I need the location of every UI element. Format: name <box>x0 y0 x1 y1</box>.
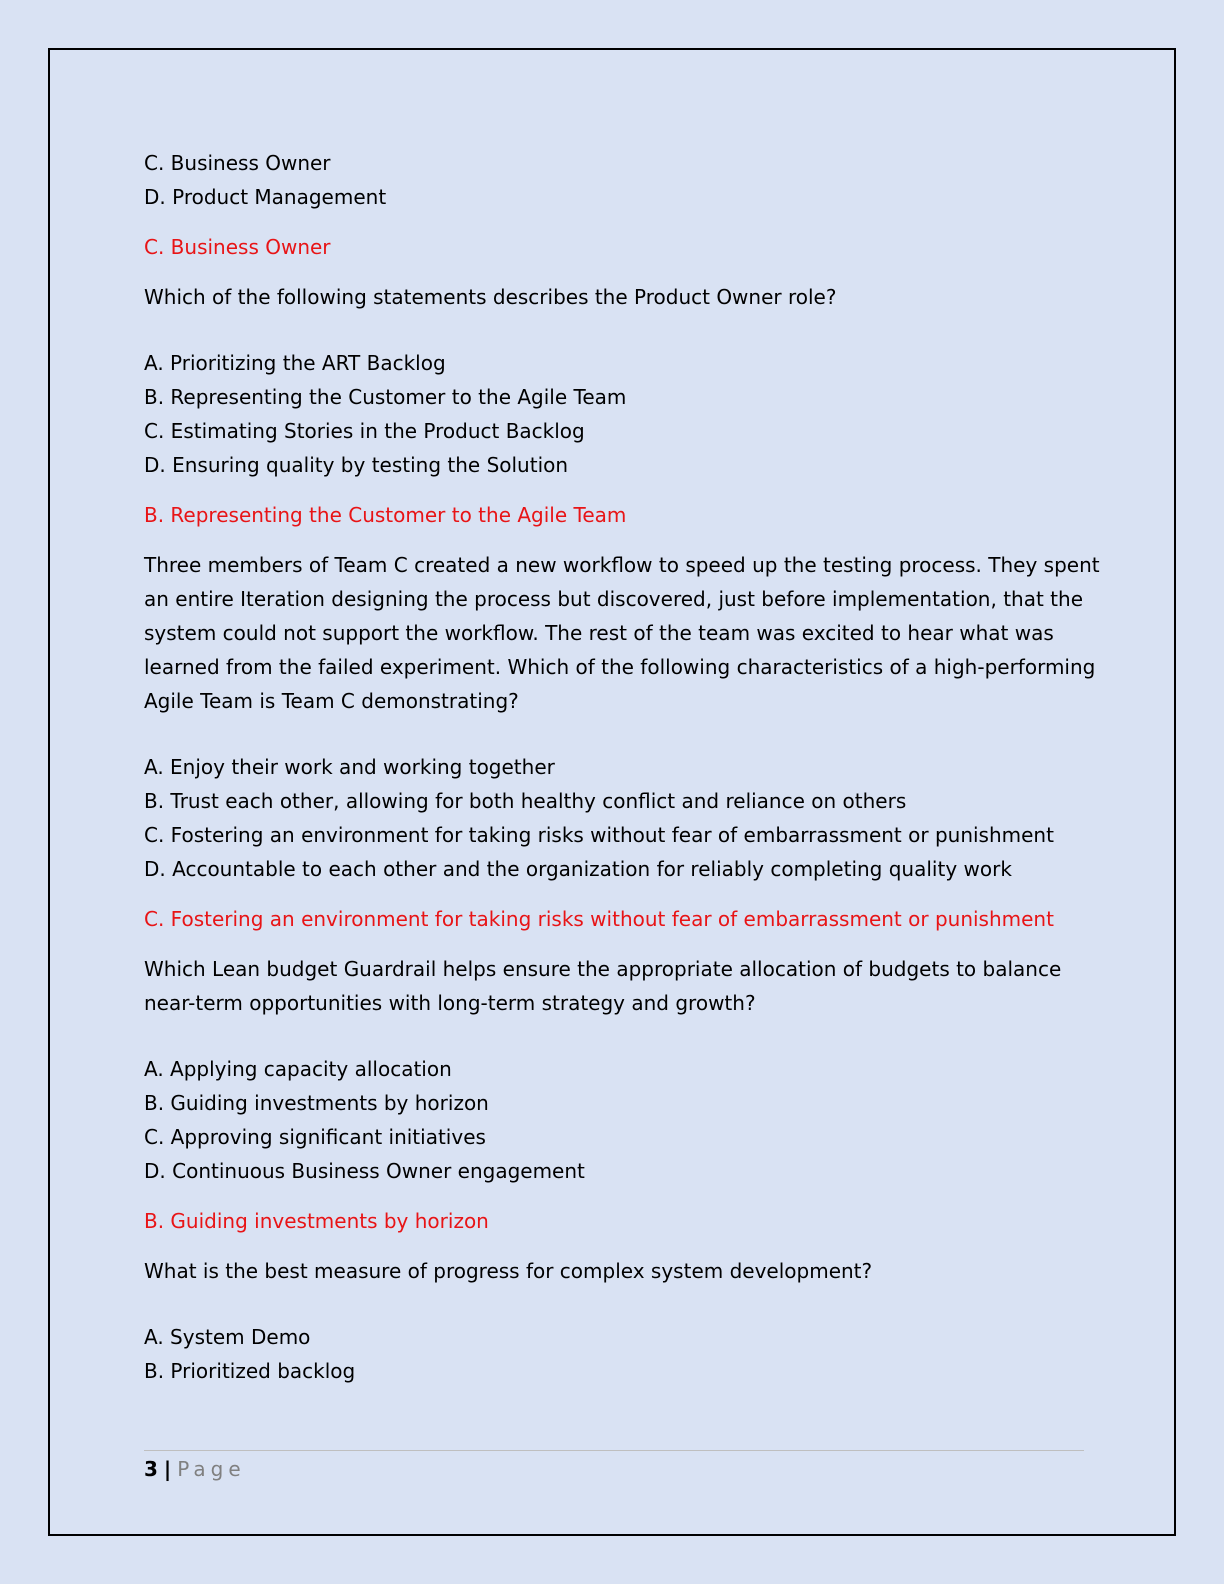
option: A. Applying capacity allocation <box>144 1057 452 1081</box>
page-footer <box>144 1454 246 1484</box>
question-line: Which Lean budget Guardrail helps ensure the appropriate allocation of budgets to balance <box>144 957 1062 981</box>
option: D. Continuous Business Owner engagement <box>144 1159 585 1183</box>
option: A. System Demo <box>144 1325 311 1349</box>
answer: B. Guiding investments by horizon <box>144 1209 489 1233</box>
answer: C. Fostering an environment for taking risks without fear of embarrassment or punishment <box>144 907 1054 931</box>
footer-separator: | <box>163 1457 172 1481</box>
question-line: near-term opportunities with long-term strategy and growth? <box>144 991 756 1015</box>
option: C. Fostering an environment for taking risks without fear of embarrassment or punishment <box>144 823 1054 847</box>
question-line: an entire Iteration designing the process but discovered, just before implementation, that the <box>144 587 1083 611</box>
option: A. Enjoy their work and working together <box>144 755 555 779</box>
answer: C. Business Owner <box>144 235 331 259</box>
option: B. Representing the Customer to the Agile Team <box>144 385 627 409</box>
option: C. Approving significant initiatives <box>144 1125 486 1149</box>
question: Which of the following statements describes the Product Owner role? <box>144 285 837 309</box>
option: A. Prioritizing the ART Backlog <box>144 351 446 375</box>
option: B. Guiding investments by horizon <box>144 1091 489 1115</box>
option: B. Trust each other, allowing for both healthy conflict and reliance on others <box>144 789 907 813</box>
option: C. Estimating Stories in the Product Backlog <box>144 419 585 443</box>
footer-divider <box>144 1450 1084 1451</box>
page-number: 3 <box>144 1457 158 1481</box>
question-line: learned from the failed experiment. Which of the following characteristics of a high-performing <box>144 655 1096 679</box>
option: B. Prioritized backlog <box>144 1359 356 1383</box>
question-line: system could not support the workflow. The rest of the team was excited to hear what was <box>144 621 1054 645</box>
page-label: Page <box>177 1457 246 1481</box>
question-line: Three members of Team C created a new workflow to speed up the testing process. They spent <box>144 553 1100 577</box>
page-content <box>144 146 1100 1388</box>
answer: B. Representing the Customer to the Agile Team <box>144 503 627 527</box>
question-line: Agile Team is Team C demonstrating? <box>144 689 519 713</box>
option: D. Accountable to each other and the organization for reliably completing quality work <box>144 857 1012 881</box>
option: D. Product Management <box>144 185 387 209</box>
option: D. Ensuring quality by testing the Solution <box>144 453 569 477</box>
question: What is the best measure of progress for complex system development? <box>144 1259 873 1283</box>
option: C. Business Owner <box>144 151 331 175</box>
